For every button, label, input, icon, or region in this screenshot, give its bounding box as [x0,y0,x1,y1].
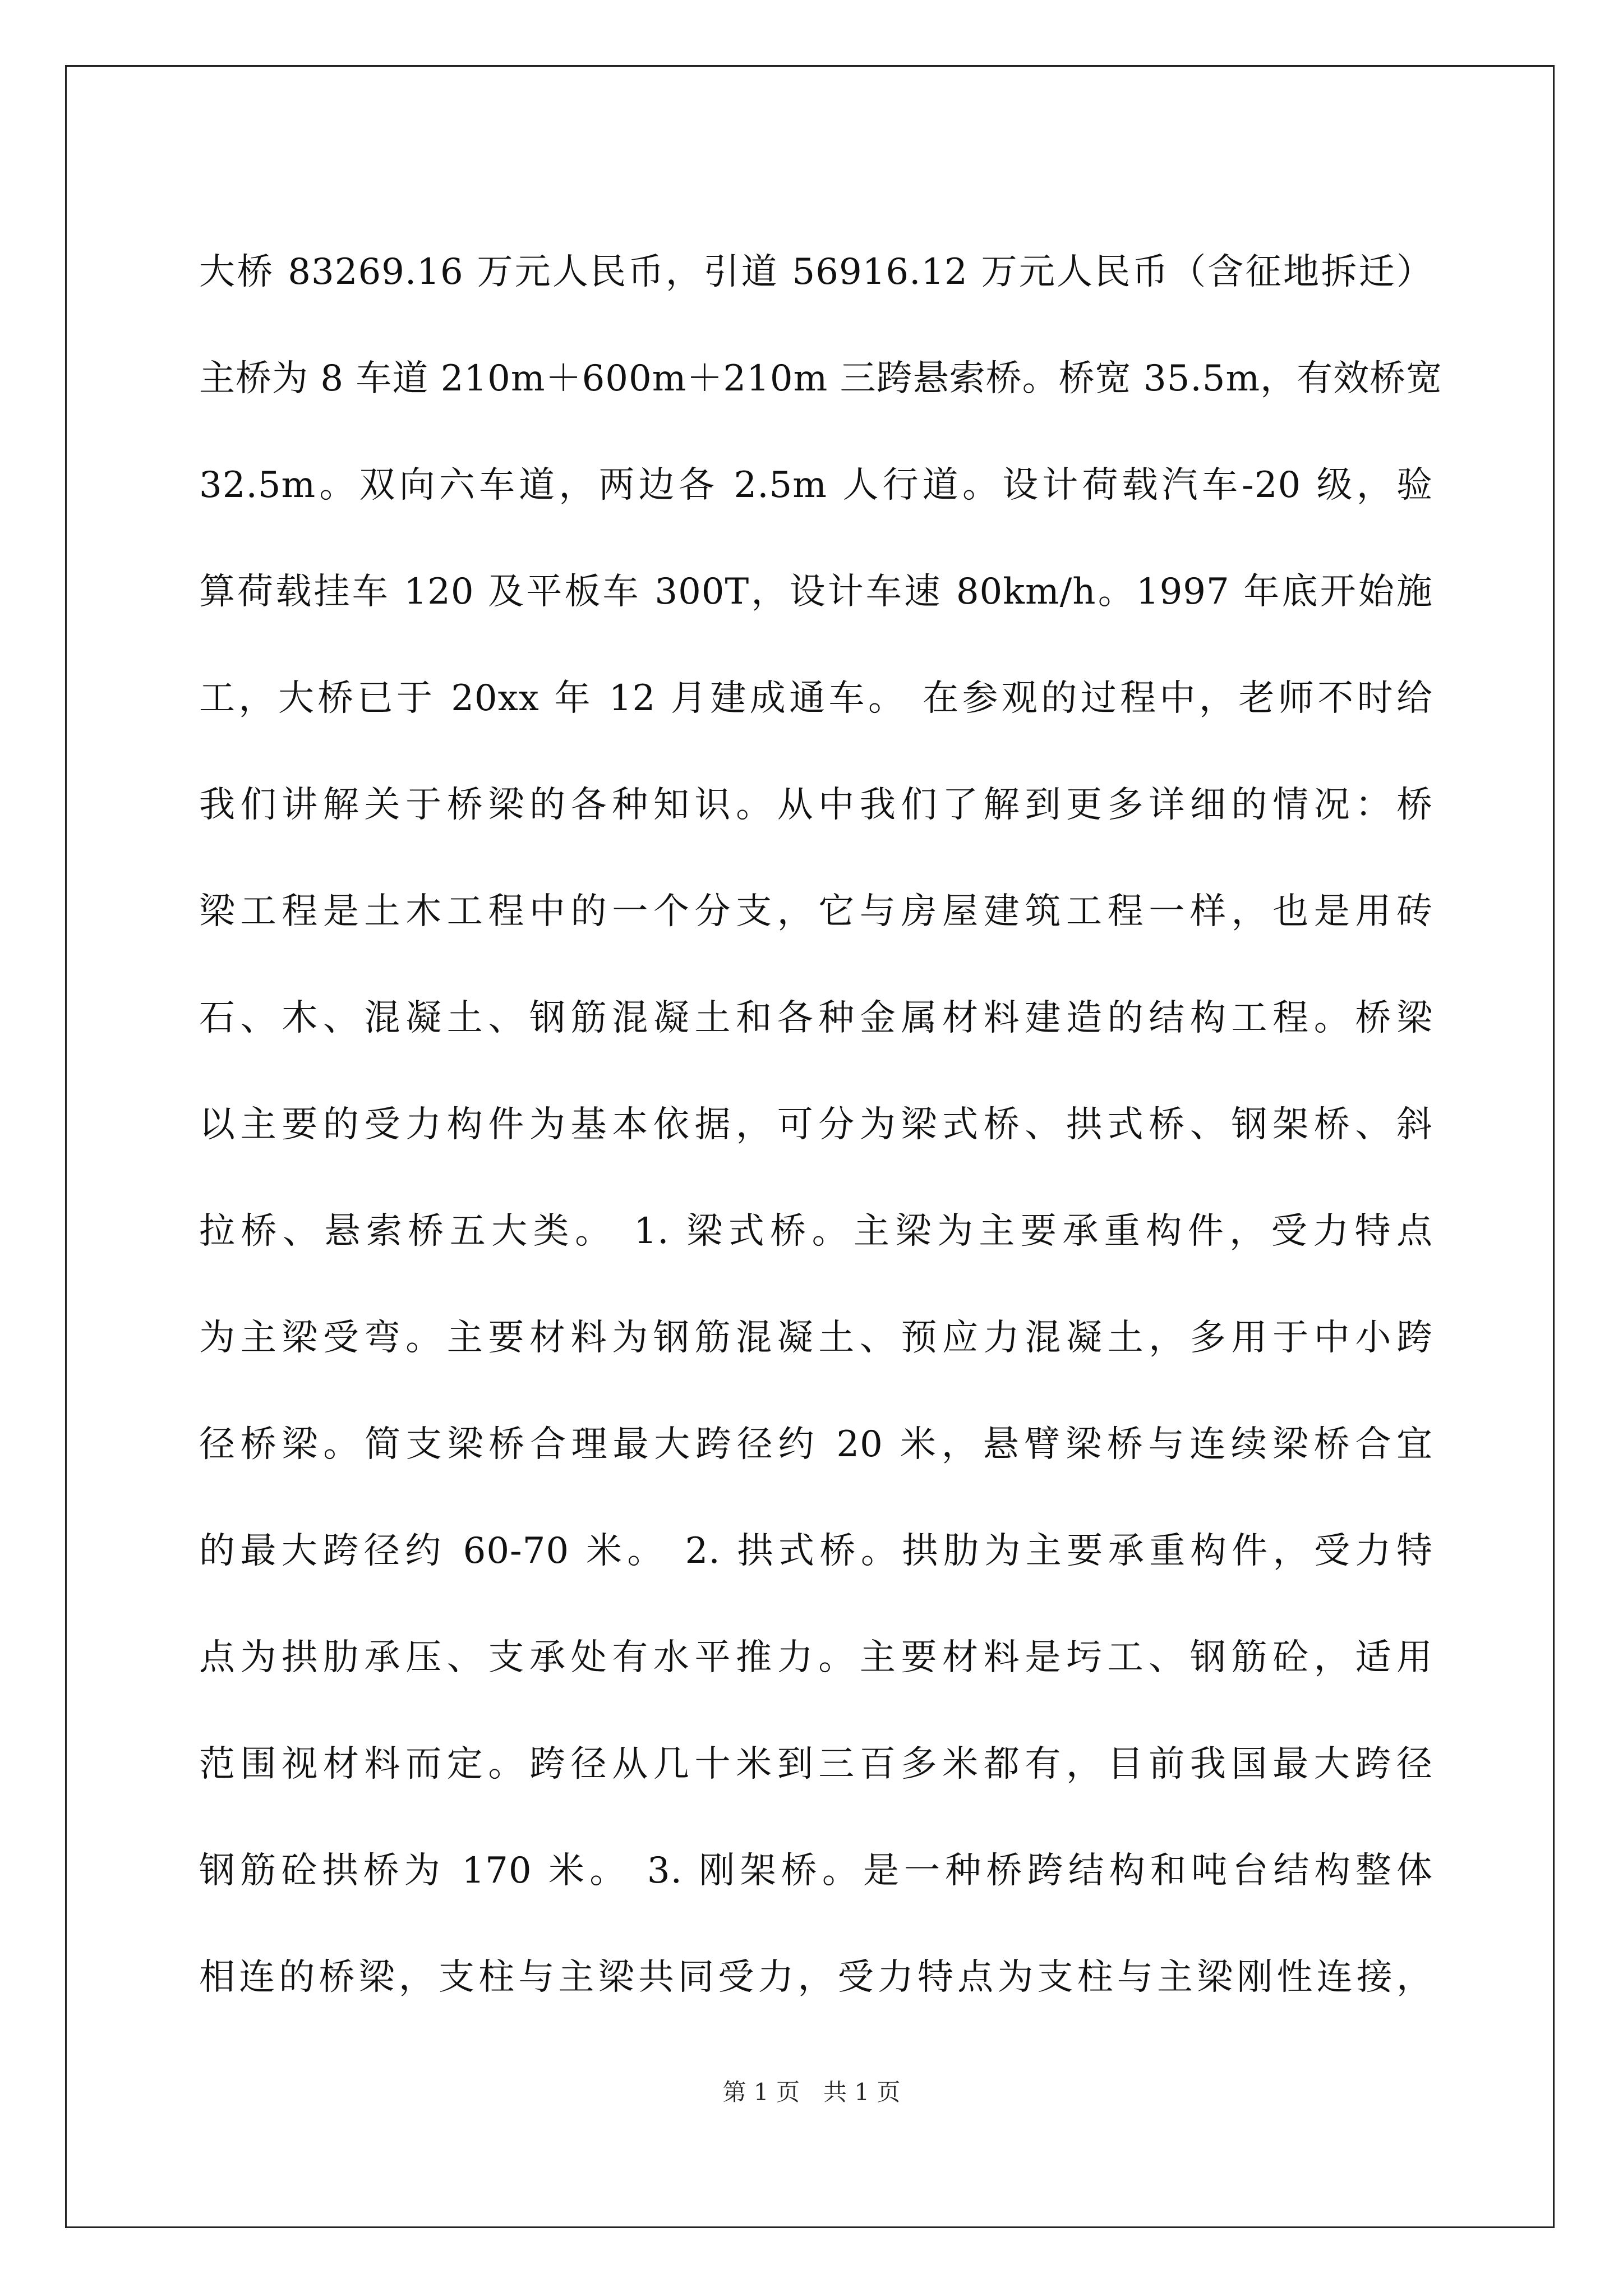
text-line: 径桥梁。简支梁桥合理最大跨径约 20 米，悬臂梁桥与连续梁桥合宜 [199,1424,1433,1465]
document-body [199,219,1443,2031]
text-line: 32.5m。双向六车道，两边各 2.5m 人行道。设计荷载汽车-20 级，验 [199,464,1433,506]
text-line: 我们讲解关于桥梁的各种知识。从中我们了解到更多详细的情况：桥 [199,784,1433,826]
text-line: 工，大桥已于 20xx 年 12 月建成通车。 在参观的过程中，老师不时给 [199,678,1433,719]
text-line: 主桥为 8 车道 210m＋600m＋210m 三跨悬索桥。桥宽 35.5m，有效桥宽 [199,358,1443,399]
text-line: 点为拱肋承压、支承处有水平推力。主要材料是圬工、钢筋砼，适用 [199,1637,1433,1678]
text-line: 拉桥、悬索桥五大类。 1. 梁式桥。主梁为主要承重构件，受力特点 [199,1211,1433,1252]
text-line: 的最大跨径约 60-70 米。 2. 拱式桥。拱肋为主要承重构件，受力特 [199,1530,1433,1572]
page-footer: 第 1 页 共 1 页 [722,2078,901,2106]
text-line: 梁工程是土木工程中的一个分支，它与房屋建筑工程一样，也是用砖 [199,891,1433,932]
text-line: 算荷载挂车 120 及平板车 300T，设计车速 80km/h。1997 年底开始施 [199,571,1433,613]
text-line: 大桥 83269.16 万元人民币，引道 56916.12 万元人民币（含征地拆迁） [199,251,1433,293]
text-line: 范围视材料而定。跨径从几十米到三百多米都有，目前我国最大跨径 [199,1743,1433,1785]
text-line: 钢筋砼拱桥为 170 米。 3. 刚架桥。是一种桥跨结构和吨台结构整体 [199,1850,1433,1892]
text-line: 相连的桥梁，支柱与主梁共同受力，受力特点为支柱与主梁刚性连接， [199,1957,1433,1998]
text-line: 石、木、混凝土、钢筋混凝土和各种金属材料建造的结构工程。桥梁 [199,997,1433,1039]
text-line: 为主梁受弯。主要材料为钢筋混凝土、预应力混凝土，多用于中小跨 [199,1317,1433,1359]
text-line: 以主要的受力构件为基本依据，可分为梁式桥、拱式桥、钢架桥、斜 [199,1104,1433,1145]
